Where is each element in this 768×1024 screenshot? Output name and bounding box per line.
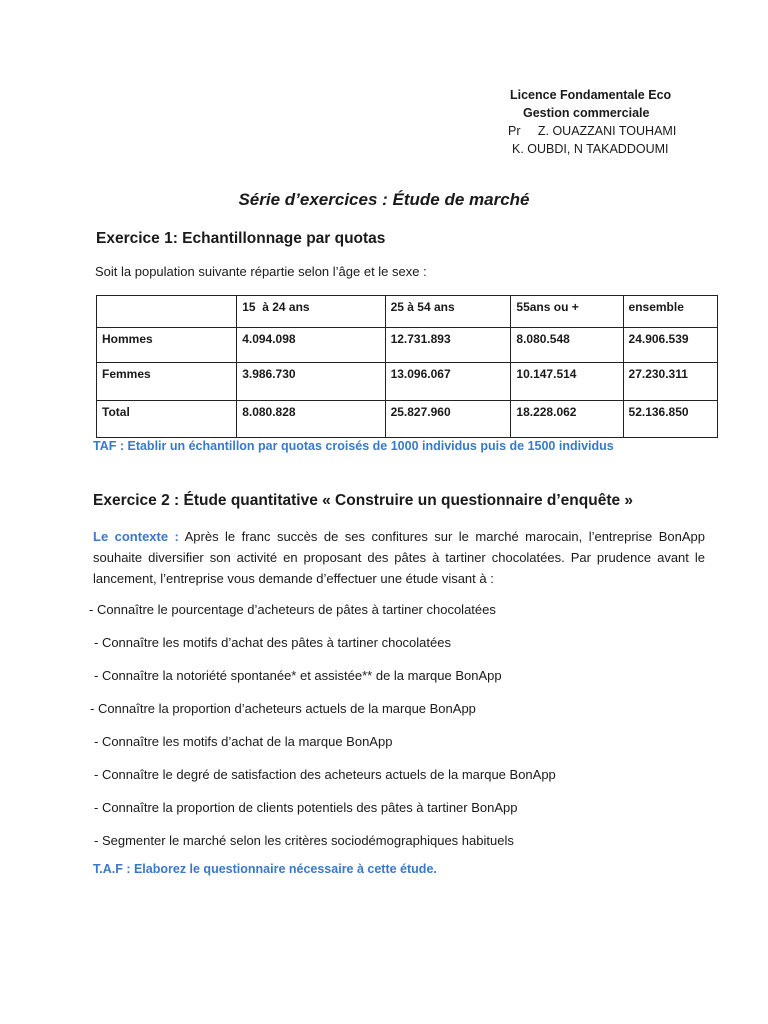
course-header — [506, 86, 706, 158]
exercise2-context — [93, 526, 705, 589]
professor-name: Pr Z. OUAZZANI TOUHAMI — [508, 124, 677, 138]
population-table — [96, 295, 718, 438]
table-cell: 8.080.828 — [237, 401, 385, 438]
table-header-cell: 55ans ou + — [511, 296, 623, 328]
table-header-cell: ensemble — [623, 296, 717, 328]
context-label: Le contexte : — [93, 529, 179, 544]
objective-item: - Segmenter le marché selon les critères sociodémographiques habituels — [94, 833, 514, 848]
table-cell: 18.228.062 — [511, 401, 623, 438]
document-title: Série d’exercices : Étude de marché — [238, 190, 530, 209]
table-header-cell: 15 à 24 ans — [237, 296, 385, 328]
objective-item: - Connaître la proportion d’acheteurs actuels de la marque BonApp — [90, 701, 476, 716]
table-header-row — [97, 296, 718, 328]
exercise2-title: Exercice 2 : Étude quantitative « Construire un questionnaire d’enquête » — [93, 492, 634, 509]
table-cell: 12.731.893 — [385, 328, 511, 363]
exercise2-task: T.A.F : Elaborez le questionnaire nécessaire à cette étude. — [93, 862, 437, 876]
course-name: Licence Fondamentale Eco — [510, 88, 672, 102]
course-track: Gestion commerciale — [523, 106, 650, 120]
table-cell: 27.230.311 — [623, 363, 717, 401]
authors: K. OUBDI, N TAKADDOUMI — [512, 142, 669, 156]
exercise1-intro: Soit la population suivante répartie selon l’âge et le sexe : — [95, 264, 427, 279]
table-row — [97, 363, 718, 401]
exercise1-title: Exercice 1: Echantillonnage par quotas — [96, 230, 386, 247]
exercise1-task: TAF : Etablir un échantillon par quotas croisés de 1000 individus puis de 1500 individus — [93, 439, 614, 453]
table-cell: 52.136.850 — [623, 401, 717, 438]
table-cell: Femmes — [97, 363, 237, 401]
objective-item: - Connaître le degré de satisfaction des acheteurs actuels de la marque BonApp — [94, 767, 556, 782]
objective-item: - Connaître la proportion de clients potentiels des pâtes à tartiner BonApp — [94, 800, 518, 815]
table-cell: 13.096.067 — [385, 363, 511, 401]
table-row — [97, 328, 718, 363]
table-cell: 25.827.960 — [385, 401, 511, 438]
objective-item: - Connaître les motifs d’achat de la marque BonApp — [94, 734, 393, 749]
table-cell: 10.147.514 — [511, 363, 623, 401]
table-cell: Hommes — [97, 328, 237, 363]
context-text: Après le franc succès de ses confitures sur le marché marocain, l’entreprise BonApp souhaite diversifier son activité en proposant des pâtes à tartiner chocolatées. Par prudence avant le lancement, l’entreprise vous demande d’effectuer une étude visant à : — [93, 529, 705, 586]
table-cell: 8.080.548 — [511, 328, 623, 363]
table-cell: 24.906.539 — [623, 328, 717, 363]
objective-item: - Connaître les motifs d’achat des pâtes à tartiner chocolatées — [94, 635, 451, 650]
objective-item: - Connaître le pourcentage d’acheteurs de pâtes à tartiner chocolatées — [89, 602, 496, 617]
table-row — [97, 401, 718, 438]
objective-item: - Connaître la notoriété spontanée* et assistée** de la marque BonApp — [94, 668, 502, 683]
table-cell: 3.986.730 — [237, 363, 385, 401]
table-cell: Total — [97, 401, 237, 438]
table-header-cell — [97, 296, 237, 328]
table-header-cell: 25 à 54 ans — [385, 296, 511, 328]
table-cell: 4.094.098 — [237, 328, 385, 363]
